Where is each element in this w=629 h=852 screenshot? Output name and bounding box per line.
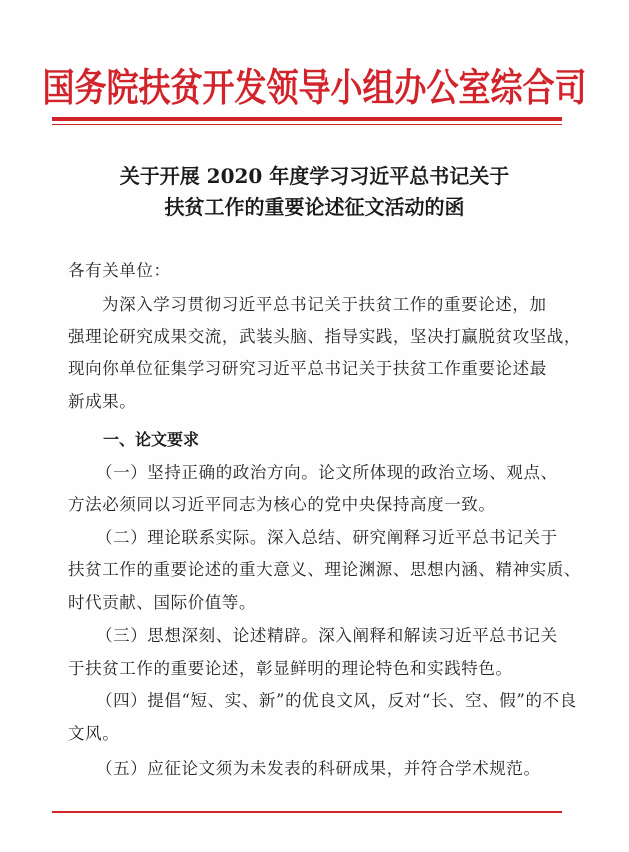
requirement-item-4-line: （四）提倡“短、实、新”的优良文风，反对“长、空、假”的不良 <box>96 691 577 710</box>
letterhead-rule-thick <box>52 117 562 121</box>
letterhead-org-name: 国务院扶贫开发领导小组办公室综合司 <box>42 65 587 111</box>
intro-line: 现向你单位征集学习研究习近平总书记关于扶贫工作重要论述最 <box>68 359 547 378</box>
requirement-item-5-line: （五）应征论文须为未发表的科研成果，并符合学术规范。 <box>96 759 541 778</box>
requirement-item-1-line: （一）坚持正确的政治方向。论文所体现的政治立场、观点、 <box>96 463 558 482</box>
document-title-line-1: 关于开展 2020 年度学习习近平总书记关于 <box>119 164 510 188</box>
requirement-item-2-line: （二）理论联系实际。深入总结、研究阐释习近平总书记关于 <box>96 528 558 547</box>
intro-line: 为深入学习贯彻习近平总书记关于扶贫工作的重要论述，加 <box>102 295 547 314</box>
requirement-item-2-line: 时代贡献、国际价值等。 <box>68 593 257 612</box>
requirement-item-3-line: 于扶贫工作的重要论述，彰显鲜明的理论特色和实践特色。 <box>68 659 513 678</box>
requirement-item-4-line: 文风。 <box>68 724 120 743</box>
requirement-item-3-line: （三）思想深刻、论述精辟。深入阐释和解读习近平总书记关 <box>96 626 558 645</box>
requirement-item-1-line: 方法必须同以习近平同志为核心的党中央保持高度一致。 <box>68 495 496 514</box>
salutation: 各有关单位： <box>68 261 171 280</box>
requirement-item-2-line: 扶贫工作的重要论述的重大意义、理论渊源、思想内涵、精神实质、 <box>68 560 581 579</box>
section-heading: 一、论文要求 <box>103 430 200 449</box>
intro-line: 新成果。 <box>68 392 137 411</box>
footer-rule <box>52 811 562 813</box>
letterhead-rule-thin <box>52 124 562 125</box>
document-title-line-2: 扶贫工作的重要论述征文活动的函 <box>164 195 465 219</box>
intro-line: 强理论研究成果交流，武装头脑、指导实践，坚决打赢脱贫攻坚战， <box>68 327 581 346</box>
